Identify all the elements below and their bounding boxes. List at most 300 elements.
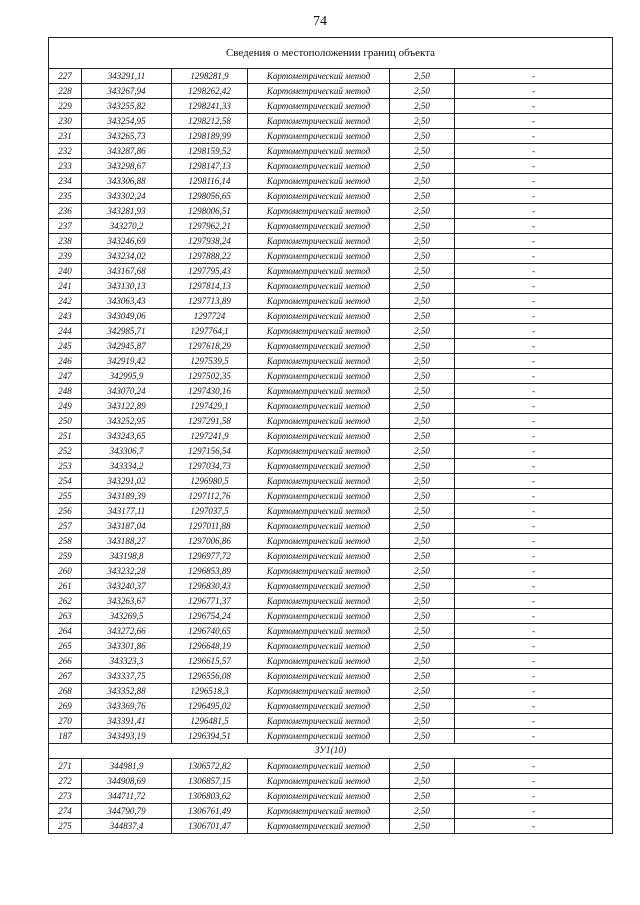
method-cell: Картометрический метод bbox=[248, 654, 390, 669]
point-number-cell: 258 bbox=[49, 534, 82, 549]
table-row bbox=[49, 414, 613, 429]
description-cell: - bbox=[455, 384, 613, 399]
table-row bbox=[49, 219, 613, 234]
y-coordinate-cell: 1298159,52 bbox=[172, 144, 248, 159]
y-coordinate-cell: 1296394,51 bbox=[172, 729, 248, 744]
point-number-cell: 243 bbox=[49, 309, 82, 324]
method-cell: Картометрический метод bbox=[248, 549, 390, 564]
y-coordinate-cell: 1296771,37 bbox=[172, 594, 248, 609]
description-cell: - bbox=[455, 444, 613, 459]
accuracy-cell: 2,50 bbox=[390, 249, 455, 264]
method-cell: Картометрический метод bbox=[248, 69, 390, 84]
table-row bbox=[49, 699, 613, 714]
description-cell: - bbox=[455, 714, 613, 729]
y-coordinate-cell: 1298116,14 bbox=[172, 174, 248, 189]
accuracy-cell: 2,50 bbox=[390, 99, 455, 114]
method-cell: Картометрический метод bbox=[248, 684, 390, 699]
accuracy-cell: 2,50 bbox=[390, 114, 455, 129]
description-cell: - bbox=[455, 549, 613, 564]
description-cell: - bbox=[455, 819, 613, 834]
x-coordinate-cell: 344908,69 bbox=[82, 774, 172, 789]
description-cell: - bbox=[455, 654, 613, 669]
table-row bbox=[49, 549, 613, 564]
x-coordinate-cell: 343265,73 bbox=[82, 129, 172, 144]
table-row bbox=[49, 174, 613, 189]
x-coordinate-cell: 343049,06 bbox=[82, 309, 172, 324]
table-row bbox=[49, 804, 613, 819]
x-coordinate-cell: 343255,82 bbox=[82, 99, 172, 114]
point-number-cell: 255 bbox=[49, 489, 82, 504]
x-coordinate-cell: 343291,02 bbox=[82, 474, 172, 489]
x-coordinate-cell: 342985,71 bbox=[82, 324, 172, 339]
table-row bbox=[49, 429, 613, 444]
x-coordinate-cell: 342919,42 bbox=[82, 354, 172, 369]
point-number-cell: 229 bbox=[49, 99, 82, 114]
method-cell: Картометрический метод bbox=[248, 534, 390, 549]
accuracy-cell: 2,50 bbox=[390, 189, 455, 204]
method-cell: Картометрический метод bbox=[248, 804, 390, 819]
description-cell: - bbox=[455, 279, 613, 294]
table-row bbox=[49, 624, 613, 639]
y-coordinate-cell: 1297539,5 bbox=[172, 354, 248, 369]
point-number-cell: 187 bbox=[49, 729, 82, 744]
y-coordinate-cell: 1306572,82 bbox=[172, 759, 248, 774]
y-coordinate-cell: 1298241,33 bbox=[172, 99, 248, 114]
y-coordinate-cell: 1297034,73 bbox=[172, 459, 248, 474]
x-coordinate-cell: 343234,02 bbox=[82, 249, 172, 264]
accuracy-cell: 2,50 bbox=[390, 369, 455, 384]
method-cell: Картометрический метод bbox=[248, 564, 390, 579]
y-coordinate-cell: 1297795,43 bbox=[172, 264, 248, 279]
point-number-cell: 263 bbox=[49, 609, 82, 624]
method-cell: Картометрический метод bbox=[248, 324, 390, 339]
description-cell: - bbox=[455, 159, 613, 174]
table-row bbox=[49, 594, 613, 609]
table-title-row bbox=[49, 38, 613, 69]
method-cell: Картометрический метод bbox=[248, 444, 390, 459]
accuracy-cell: 2,50 bbox=[390, 669, 455, 684]
x-coordinate-cell: 343306,88 bbox=[82, 174, 172, 189]
description-cell: - bbox=[455, 264, 613, 279]
table-row bbox=[49, 129, 613, 144]
y-coordinate-cell: 1306803,62 bbox=[172, 789, 248, 804]
accuracy-cell: 2,50 bbox=[390, 159, 455, 174]
description-cell: - bbox=[455, 174, 613, 189]
description-cell: - bbox=[455, 129, 613, 144]
point-number-cell: 265 bbox=[49, 639, 82, 654]
description-cell: - bbox=[455, 519, 613, 534]
description-cell: - bbox=[455, 639, 613, 654]
x-coordinate-cell: 344981,9 bbox=[82, 759, 172, 774]
method-cell: Картометрический метод bbox=[248, 234, 390, 249]
method-cell: Картометрический метод bbox=[248, 204, 390, 219]
x-coordinate-cell: 344837,4 bbox=[82, 819, 172, 834]
method-cell: Картометрический метод bbox=[248, 189, 390, 204]
method-cell: Картометрический метод bbox=[248, 414, 390, 429]
point-number-cell: 269 bbox=[49, 699, 82, 714]
point-number-cell: 234 bbox=[49, 174, 82, 189]
table-row bbox=[49, 204, 613, 219]
description-cell: - bbox=[455, 759, 613, 774]
description-cell: - bbox=[455, 324, 613, 339]
table-row bbox=[49, 729, 613, 744]
accuracy-cell: 2,50 bbox=[390, 714, 455, 729]
x-coordinate-cell: 343272,66 bbox=[82, 624, 172, 639]
point-number-cell: 271 bbox=[49, 759, 82, 774]
page-number: 74 bbox=[313, 14, 327, 29]
x-coordinate-cell: 343240,37 bbox=[82, 579, 172, 594]
description-cell: - bbox=[455, 219, 613, 234]
description-cell: - bbox=[455, 309, 613, 324]
point-number-cell: 259 bbox=[49, 549, 82, 564]
x-coordinate-cell: 343063,43 bbox=[82, 294, 172, 309]
coordinates-sheet bbox=[48, 37, 612, 834]
accuracy-cell: 2,50 bbox=[390, 204, 455, 219]
y-coordinate-cell: 1297291,58 bbox=[172, 414, 248, 429]
point-number-cell: 256 bbox=[49, 504, 82, 519]
description-cell: - bbox=[455, 489, 613, 504]
method-cell: Картометрический метод bbox=[248, 144, 390, 159]
y-coordinate-cell: 1298212,58 bbox=[172, 114, 248, 129]
description-cell: - bbox=[455, 399, 613, 414]
x-coordinate-cell: 343198,8 bbox=[82, 549, 172, 564]
method-cell: Картометрический метод bbox=[248, 639, 390, 654]
y-coordinate-cell: 1296853,89 bbox=[172, 564, 248, 579]
x-coordinate-cell: 343188,27 bbox=[82, 534, 172, 549]
x-coordinate-cell: 343323,3 bbox=[82, 654, 172, 669]
description-cell: - bbox=[455, 789, 613, 804]
point-number-cell: 270 bbox=[49, 714, 82, 729]
table-row bbox=[49, 279, 613, 294]
point-number-cell: 240 bbox=[49, 264, 82, 279]
table-row bbox=[49, 264, 613, 279]
accuracy-cell: 2,50 bbox=[390, 534, 455, 549]
y-coordinate-cell: 1296648,19 bbox=[172, 639, 248, 654]
table-row bbox=[49, 489, 613, 504]
description-cell: - bbox=[455, 339, 613, 354]
accuracy-cell: 2,50 bbox=[390, 324, 455, 339]
point-number-cell: 266 bbox=[49, 654, 82, 669]
x-coordinate-cell: 343267,94 bbox=[82, 84, 172, 99]
y-coordinate-cell: 1306761,49 bbox=[172, 804, 248, 819]
point-number-cell: 233 bbox=[49, 159, 82, 174]
y-coordinate-cell: 1296740,65 bbox=[172, 624, 248, 639]
description-cell: - bbox=[455, 354, 613, 369]
x-coordinate-cell: 343252,95 bbox=[82, 414, 172, 429]
method-cell: Картометрический метод bbox=[248, 219, 390, 234]
accuracy-cell: 2,50 bbox=[390, 729, 455, 744]
method-cell: Картометрический метод bbox=[248, 279, 390, 294]
accuracy-cell: 2,50 bbox=[390, 69, 455, 84]
accuracy-cell: 2,50 bbox=[390, 459, 455, 474]
point-number-cell: 242 bbox=[49, 294, 82, 309]
table-row bbox=[49, 234, 613, 249]
table-row bbox=[49, 789, 613, 804]
table-row bbox=[49, 459, 613, 474]
y-coordinate-cell: 1306857,15 bbox=[172, 774, 248, 789]
point-number-cell: 232 bbox=[49, 144, 82, 159]
table-row bbox=[49, 114, 613, 129]
accuracy-cell: 2,50 bbox=[390, 609, 455, 624]
point-number-cell: 249 bbox=[49, 399, 82, 414]
point-number-cell: 244 bbox=[49, 324, 82, 339]
point-number-cell: 262 bbox=[49, 594, 82, 609]
point-number-cell: 252 bbox=[49, 444, 82, 459]
point-number-cell: 247 bbox=[49, 369, 82, 384]
table-row bbox=[49, 309, 613, 324]
method-cell: Картометрический метод bbox=[248, 774, 390, 789]
y-coordinate-cell: 1297429,1 bbox=[172, 399, 248, 414]
x-coordinate-cell: 343493,19 bbox=[82, 729, 172, 744]
table-row bbox=[49, 519, 613, 534]
y-coordinate-cell: 1296481,5 bbox=[172, 714, 248, 729]
x-coordinate-cell: 343187,04 bbox=[82, 519, 172, 534]
x-coordinate-cell: 342945,87 bbox=[82, 339, 172, 354]
x-coordinate-cell: 343287,86 bbox=[82, 144, 172, 159]
method-cell: Картометрический метод bbox=[248, 249, 390, 264]
accuracy-cell: 2,50 bbox=[390, 399, 455, 414]
table-row bbox=[49, 684, 613, 699]
method-cell: Картометрический метод bbox=[248, 759, 390, 774]
point-number-cell: 227 bbox=[49, 69, 82, 84]
y-coordinate-cell: 1297938,24 bbox=[172, 234, 248, 249]
x-coordinate-cell: 343391,41 bbox=[82, 714, 172, 729]
method-cell: Картометрический метод bbox=[248, 384, 390, 399]
y-coordinate-cell: 1297713,89 bbox=[172, 294, 248, 309]
accuracy-cell: 2,50 bbox=[390, 84, 455, 99]
method-cell: Картометрический метод bbox=[248, 669, 390, 684]
description-cell: - bbox=[455, 609, 613, 624]
accuracy-cell: 2,50 bbox=[390, 699, 455, 714]
y-coordinate-cell: 1297724 bbox=[172, 309, 248, 324]
method-cell: Картометрический метод bbox=[248, 594, 390, 609]
table-row bbox=[49, 474, 613, 489]
description-cell: - bbox=[455, 579, 613, 594]
description-cell: - bbox=[455, 114, 613, 129]
accuracy-cell: 2,50 bbox=[390, 654, 455, 669]
y-coordinate-cell: 1296556,08 bbox=[172, 669, 248, 684]
accuracy-cell: 2,50 bbox=[390, 309, 455, 324]
description-cell: - bbox=[455, 669, 613, 684]
description-cell: - bbox=[455, 699, 613, 714]
point-number-cell: 275 bbox=[49, 819, 82, 834]
description-cell: - bbox=[455, 504, 613, 519]
x-coordinate-cell: 343306,7 bbox=[82, 444, 172, 459]
method-cell: Картометрический метод bbox=[248, 159, 390, 174]
point-number-cell: 260 bbox=[49, 564, 82, 579]
table-row bbox=[49, 564, 613, 579]
y-coordinate-cell: 1298147,13 bbox=[172, 159, 248, 174]
table-row bbox=[49, 144, 613, 159]
x-coordinate-cell: 343130,13 bbox=[82, 279, 172, 294]
table-row bbox=[49, 714, 613, 729]
y-coordinate-cell: 1297241,9 bbox=[172, 429, 248, 444]
description-cell: - bbox=[455, 684, 613, 699]
method-cell: Картометрический метод bbox=[248, 129, 390, 144]
x-coordinate-cell: 343337,75 bbox=[82, 669, 172, 684]
accuracy-cell: 2,50 bbox=[390, 774, 455, 789]
table-row bbox=[49, 249, 613, 264]
method-cell: Картометрический метод bbox=[248, 99, 390, 114]
point-number-cell: 236 bbox=[49, 204, 82, 219]
accuracy-cell: 2,50 bbox=[390, 129, 455, 144]
accuracy-cell: 2,50 bbox=[390, 504, 455, 519]
description-cell: - bbox=[455, 804, 613, 819]
method-cell: Картометрический метод bbox=[248, 459, 390, 474]
point-number-cell: 230 bbox=[49, 114, 82, 129]
description-cell: - bbox=[455, 69, 613, 84]
accuracy-cell: 2,50 bbox=[390, 624, 455, 639]
y-coordinate-cell: 1296980,5 bbox=[172, 474, 248, 489]
accuracy-cell: 2,50 bbox=[390, 594, 455, 609]
table-row bbox=[49, 639, 613, 654]
method-cell: Картометрический метод bbox=[248, 729, 390, 744]
y-coordinate-cell: 1298281,9 bbox=[172, 69, 248, 84]
x-coordinate-cell: 343269,5 bbox=[82, 609, 172, 624]
y-coordinate-cell: 1296518,3 bbox=[172, 684, 248, 699]
method-cell: Картометрический метод bbox=[248, 174, 390, 189]
method-cell: Картометрический метод bbox=[248, 489, 390, 504]
method-cell: Картометрический метод bbox=[248, 624, 390, 639]
point-number-cell: 250 bbox=[49, 414, 82, 429]
x-coordinate-cell: 343243,65 bbox=[82, 429, 172, 444]
x-coordinate-cell: 342995,9 bbox=[82, 369, 172, 384]
accuracy-cell: 2,50 bbox=[390, 414, 455, 429]
point-number-cell: 241 bbox=[49, 279, 82, 294]
description-cell: - bbox=[455, 144, 613, 159]
boundary-points-table bbox=[48, 37, 613, 834]
description-cell: - bbox=[455, 99, 613, 114]
accuracy-cell: 2,50 bbox=[390, 294, 455, 309]
method-cell: Картометрический метод bbox=[248, 579, 390, 594]
accuracy-cell: 2,50 bbox=[390, 234, 455, 249]
method-cell: Картометрический метод bbox=[248, 294, 390, 309]
y-coordinate-cell: 1297011,88 bbox=[172, 519, 248, 534]
method-cell: Картометрический метод bbox=[248, 429, 390, 444]
table-row bbox=[49, 579, 613, 594]
x-coordinate-cell: 343270,2 bbox=[82, 219, 172, 234]
table-row bbox=[49, 324, 613, 339]
y-coordinate-cell: 1296977,72 bbox=[172, 549, 248, 564]
y-coordinate-cell: 1298189,99 bbox=[172, 129, 248, 144]
point-number-cell: 251 bbox=[49, 429, 82, 444]
x-coordinate-cell: 344790,79 bbox=[82, 804, 172, 819]
x-coordinate-cell: 343167,68 bbox=[82, 264, 172, 279]
point-number-cell: 239 bbox=[49, 249, 82, 264]
accuracy-cell: 2,50 bbox=[390, 354, 455, 369]
description-cell: - bbox=[455, 564, 613, 579]
y-coordinate-cell: 1297037,5 bbox=[172, 504, 248, 519]
x-coordinate-cell: 343281,93 bbox=[82, 204, 172, 219]
table-row bbox=[49, 654, 613, 669]
description-cell: - bbox=[455, 774, 613, 789]
accuracy-cell: 2,50 bbox=[390, 804, 455, 819]
accuracy-cell: 2,50 bbox=[390, 384, 455, 399]
y-coordinate-cell: 1297156,54 bbox=[172, 444, 248, 459]
x-coordinate-cell: 343334,2 bbox=[82, 459, 172, 474]
table-row bbox=[49, 384, 613, 399]
method-cell: Картометрический метод bbox=[248, 84, 390, 99]
table-row bbox=[49, 759, 613, 774]
y-coordinate-cell: 1297814,13 bbox=[172, 279, 248, 294]
table-row bbox=[49, 504, 613, 519]
method-cell: Картометрический метод bbox=[248, 264, 390, 279]
accuracy-cell: 2,50 bbox=[390, 174, 455, 189]
section-header-row bbox=[49, 744, 613, 759]
accuracy-cell: 2,50 bbox=[390, 279, 455, 294]
table-row bbox=[49, 369, 613, 384]
description-cell: - bbox=[455, 534, 613, 549]
description-cell: - bbox=[455, 249, 613, 264]
x-coordinate-cell: 343189,39 bbox=[82, 489, 172, 504]
description-cell: - bbox=[455, 234, 613, 249]
x-coordinate-cell: 343302,24 bbox=[82, 189, 172, 204]
y-coordinate-cell: 1297430,16 bbox=[172, 384, 248, 399]
x-coordinate-cell: 344711,72 bbox=[82, 789, 172, 804]
point-number-cell: 267 bbox=[49, 669, 82, 684]
method-cell: Картометрический метод bbox=[248, 519, 390, 534]
y-coordinate-cell: 1297006,86 bbox=[172, 534, 248, 549]
y-coordinate-cell: 1296830,43 bbox=[172, 579, 248, 594]
description-cell: - bbox=[455, 369, 613, 384]
y-coordinate-cell: 1296495,02 bbox=[172, 699, 248, 714]
point-number-cell: 254 bbox=[49, 474, 82, 489]
table-row bbox=[49, 99, 613, 114]
point-number-cell: 268 bbox=[49, 684, 82, 699]
description-cell: - bbox=[455, 414, 613, 429]
accuracy-cell: 2,50 bbox=[390, 264, 455, 279]
x-coordinate-cell: 343352,88 bbox=[82, 684, 172, 699]
y-coordinate-cell: 1297112,76 bbox=[172, 489, 248, 504]
y-coordinate-cell: 1298056,65 bbox=[172, 189, 248, 204]
point-number-cell: 253 bbox=[49, 459, 82, 474]
table-row bbox=[49, 399, 613, 414]
description-cell: - bbox=[455, 189, 613, 204]
method-cell: Картометрический метод bbox=[248, 819, 390, 834]
point-number-cell: 238 bbox=[49, 234, 82, 249]
method-cell: Картометрический метод bbox=[248, 114, 390, 129]
accuracy-cell: 2,50 bbox=[390, 474, 455, 489]
x-coordinate-cell: 343070,24 bbox=[82, 384, 172, 399]
accuracy-cell: 2,50 bbox=[390, 684, 455, 699]
point-number-cell: 246 bbox=[49, 354, 82, 369]
description-cell: - bbox=[455, 474, 613, 489]
y-coordinate-cell: 1297618,29 bbox=[172, 339, 248, 354]
method-cell: Картометрический метод bbox=[248, 714, 390, 729]
table-row bbox=[49, 444, 613, 459]
description-cell: - bbox=[455, 594, 613, 609]
accuracy-cell: 2,50 bbox=[390, 219, 455, 234]
x-coordinate-cell: 343301,86 bbox=[82, 639, 172, 654]
x-coordinate-cell: 343298,67 bbox=[82, 159, 172, 174]
accuracy-cell: 2,50 bbox=[390, 819, 455, 834]
method-cell: Картометрический метод bbox=[248, 609, 390, 624]
description-cell: - bbox=[455, 429, 613, 444]
x-coordinate-cell: 343232,28 bbox=[82, 564, 172, 579]
accuracy-cell: 2,50 bbox=[390, 789, 455, 804]
accuracy-cell: 2,50 bbox=[390, 579, 455, 594]
accuracy-cell: 2,50 bbox=[390, 759, 455, 774]
table-title: Сведения о местоположении границ объекта bbox=[49, 38, 613, 69]
y-coordinate-cell: 1297764,1 bbox=[172, 324, 248, 339]
description-cell: - bbox=[455, 84, 613, 99]
table-row bbox=[49, 354, 613, 369]
x-coordinate-cell: 343246,69 bbox=[82, 234, 172, 249]
point-number-cell: 245 bbox=[49, 339, 82, 354]
x-coordinate-cell: 343177,11 bbox=[82, 504, 172, 519]
method-cell: Картометрический метод bbox=[248, 399, 390, 414]
table-row bbox=[49, 609, 613, 624]
